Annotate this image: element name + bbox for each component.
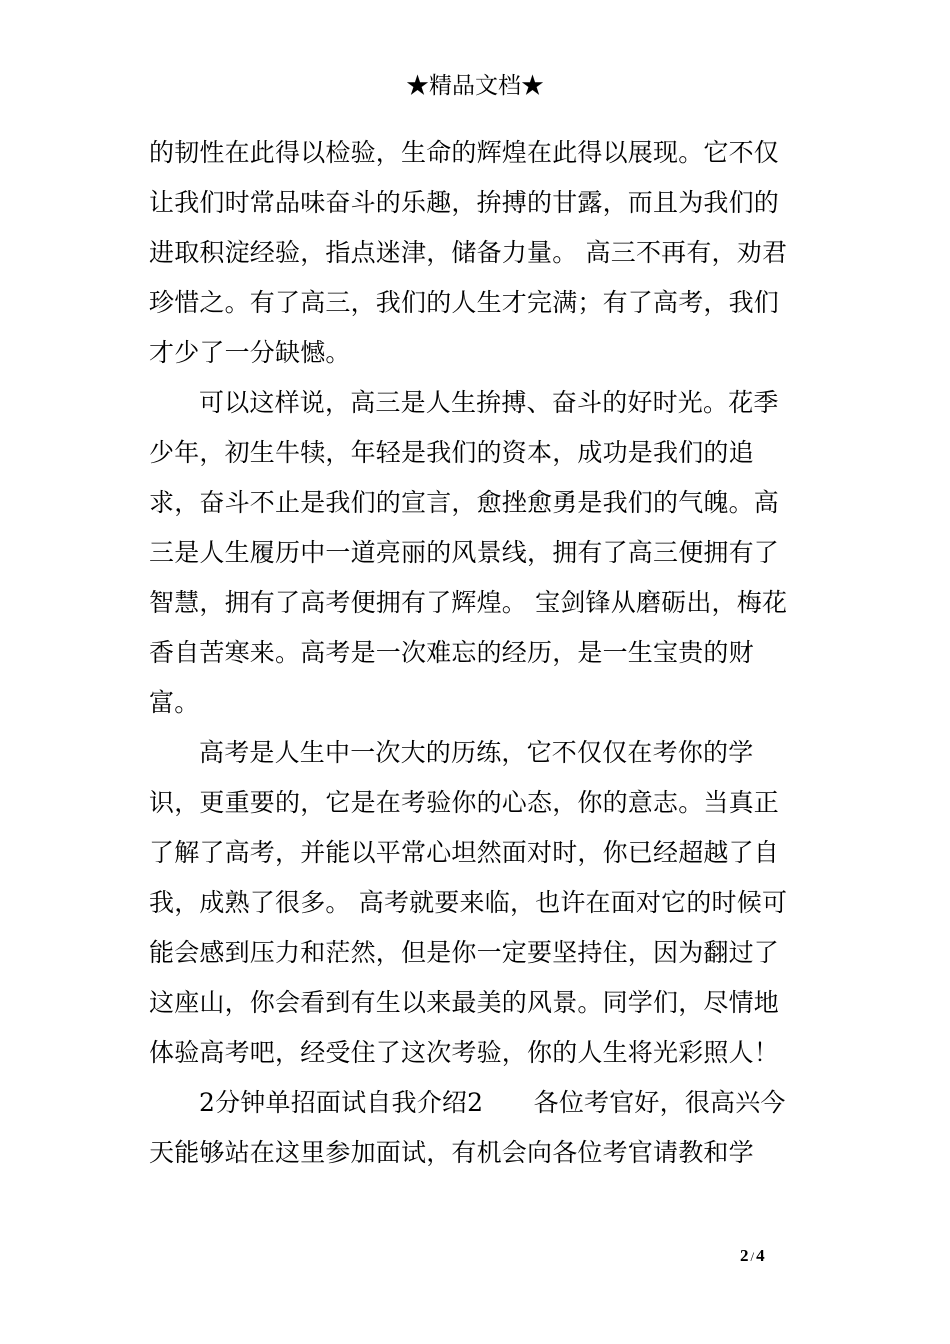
text-line: 才少了一分缺憾。 [149, 338, 351, 367]
paragraph-first-line: 可以这样说，高三是人生拚搏、奋斗的好时光。花季 [199, 388, 779, 417]
text-line: 体验高考吧，经受住了这次考验，你的人生将光彩照人！ [149, 1038, 780, 1067]
paragraph-first-line: 2分钟单招面试自我介绍2 各位考官好，很高兴今 [199, 1088, 786, 1117]
page-number [740, 1245, 765, 1268]
text-line: 能会感到压力和茫然，但是你一定要坚持住，因为翻过了 [149, 938, 780, 967]
text-line: 这座山，你会看到有生以来最美的风景。同学们，尽情地 [149, 988, 780, 1017]
text-line: 珍惜之。有了高三，我们的人生才完满；有了高考，我们 [149, 288, 780, 317]
text-line: 了解了高考，并能以平常心坦然面对时，你已经超越了自 [149, 838, 780, 867]
page-current: 2 [740, 1246, 749, 1265]
text-line: 我，成熟了很多。 高考就要来临，也许在面对它的时候可 [149, 888, 788, 917]
text-line: 的韧性在此得以检验，生命的辉煌在此得以展现。它不仅 [149, 138, 780, 167]
text-line: 少年，初生牛犊，年轻是我们的资本，成功是我们的追 [149, 438, 754, 467]
page-total: 4 [756, 1246, 765, 1265]
text-line: 智慧，拥有了高考便拥有了辉煌。 宝剑锋从磨砺出，梅花 [149, 588, 788, 617]
text-line: 三是人生履历中一道亮丽的风景线，拥有了高三便拥有了 [149, 538, 780, 567]
page-separator: / [750, 1249, 755, 1264]
text-line: 富。 [149, 688, 200, 717]
text-line: 识，更重要的，它是在考验你的心态，你的意志。当真正 [149, 788, 780, 817]
document-body [149, 128, 801, 1178]
text-line: 求，奋斗不止是我们的宣言，愈挫愈勇是我们的气魄。高 [149, 488, 780, 517]
text-line: 进取积淀经验，指点迷津，储备力量。 高三不再有，劝君 [149, 238, 788, 267]
text-line: 香自苦寒来。高考是一次难忘的经历，是一生宝贵的财 [149, 638, 754, 667]
document-header-title: ★精品文档★ [406, 73, 544, 99]
text-line: 让我们时常品味奋斗的乐趣，拚搏的甘露，而且为我们的 [149, 188, 780, 217]
paragraph-first-line: 高考是人生中一次大的历练，它不仅仅在考你的学 [199, 738, 754, 767]
text-line: 天能够站在这里参加面试，有机会向各位考官请教和学 [149, 1138, 754, 1167]
